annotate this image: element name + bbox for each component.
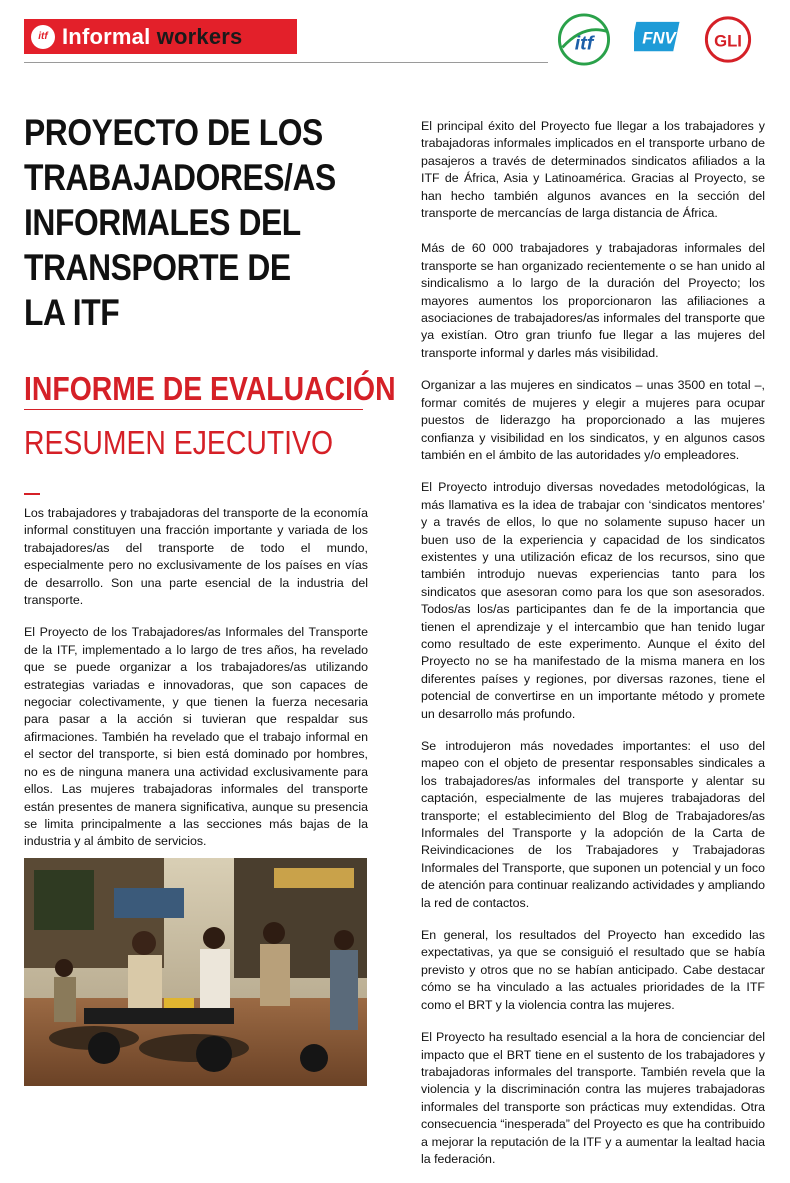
body-paragraph: En general, los resultados del Proyecto han excedido las expectativas, ya que se consiguió el resultado que se había previsto y otros que no se habían anticipado. Cabe destacar cómo se ha vinculado a las actuales prioridades de la ITF como el BRT y la violencia contra las mujeres.	[421, 928, 765, 1012]
left-column	[24, 505, 368, 866]
page-title: PROYECTO DE LOS TRABAJADORES/AS INFORMALES DEL TRANSPORTE DE LA ITF	[24, 112, 336, 333]
fnv-partner-logo-text: FNV	[642, 28, 676, 48]
body-paragraph: El principal éxito del Proyecto fue llegar a los trabajadores y trabajadoras informales implicados en el transporte urbano de pasajeros a través de determinados sindicatos afiliados a la ITF de África, Asia y Latinoamérica. Gracias al Proyecto, se han hecho también algunos avances en la sección del transporte de mercancías de larga distancia de África.	[421, 119, 765, 221]
body-paragraph: El Proyecto ha resultado esencial a la hora de concienciar del impacto que el BRT tiene en el sustento de los trabajadores y trabajadoras informales del transporte. También revela que la violencia y la discriminación contra las mujeres trabajadoras informales del transporte son prácticas muy extendidas. Otra consecuencia “inesperada” del Proyecto es que ha contribuido a mejorar la reputación de la ITF y a aumentar la lealtad hacia la federación.	[421, 1030, 765, 1166]
body-paragraph: El Proyecto introdujo diversas novedades metodológicas, la más llamativa es la idea de trabajar con ‘sindicatos mentores’ y a través de ellos, lo que no solamente supuso hacer un buen uso de la experiencia y capacidad de los sindicatos existentes y una utilización eficaz de los recursos, sino que también introdujo nuevas experiencias tanto para los sindicatos que asesoran como para los que son asesorados. Todos/as los/as participantes dan fe de la importancia que tienen el aprendizaje y el intercambio que han tenido lugar como resultado de este experimento. Aunque el éxito del Proyecto no se ha manifestado de la misma manera en los diferentes países y regiones, por diversas razones, tiene el potencial de convertirse en un importante método y promete un desarrollo más profundo.	[421, 480, 765, 721]
body-paragraph: El Proyecto de los Trabajadores/as Informales del Transporte de la ITF, implementado a lo largo de tres años, ha revelado que se puede organizar a los trabajadores/as utilizando estrategias variadas e innovadoras, que son capaces de negociar colectivamente, y que tienen la fuerza necesaria para pasar a la acción si tuvieran que respaldar sus afirmaciones. También ha revelado que el trabajo informal en el sector del transporte, si bien está dominado por hombres, no es de ninguna manera una actividad exclusivamente para ellos. Las mujeres trabajadoras informales del transporte están presentes de manera significativa, aunque su presencia se limita principalmente a las secciones más bajas de la industria y al ámbito de servicios.	[24, 625, 368, 849]
body-paragraph: Más de 60 000 trabajadores y trabajadoras informales del transporte se han organizado recientemente o se han unido al sindicalismo a lo largo de la duración del Proyecto; los mayores aumentos los proporcionaron las afiliaciones a asociaciones de trabajadores/as informales del transporte que ya existían. Otro gran triunfo fue llegar a las mujeres del transporte informal y darles más visibilidad.	[421, 241, 765, 360]
gli-partner-logo	[704, 12, 752, 67]
itf-partner-logo	[556, 12, 612, 67]
motorcycle-taxi-photo	[24, 858, 367, 1086]
right-column	[421, 118, 765, 1183]
body-paragraph: Se introdujeron más novedades importantes: el uso del mapeo con el objeto de presentar responsables sindicales a los trabajadores/as informales del transporte y alentar su captación, especialmente de las mujeres trabajadoras del transporte; el establecimiento del Blog de Trabajadores/as Informales del Transporte y la adopción de la Carta de Reivindicaciones de los Trabajadores y Trabajadoras Informales del Transporte, que suponen un potencial y un foco de atención para continuar realizando actividades y ampliando la red de contactos.	[421, 739, 765, 910]
report-title: INFORME DE EVALUACIÓN	[24, 370, 396, 407]
accent-dash	[24, 493, 40, 495]
body-paragraph: Los trabajadores y trabajadoras del transporte de la economía informal constituyen una fracción importante y variada de los trabajadores/as del transporte de todo el mundo, especialmente pero no exclusivamente de los países en vías de desarrollo. Son una parte esencial de la industria del transporte.	[24, 506, 368, 608]
header-bar	[24, 19, 297, 54]
header-title-word-1: Informal	[62, 23, 151, 49]
report-subtitle: RESUMEN EJECUTIVO	[24, 424, 334, 461]
gli-partner-logo-text: GLI	[714, 31, 742, 51]
header-title-word-2: workers	[156, 23, 243, 49]
fnv-partner-logo	[634, 12, 684, 67]
itf-logo-icon: itf	[31, 25, 55, 49]
report-title-underline	[24, 409, 363, 410]
header-divider	[24, 62, 548, 63]
body-paragraph: Organizar a las mujeres en sindicatos – unas 3500 en total –, formar comités de mujeres y elegir a mujeres para ocupar puestos de liderazgo ha proporcionado a las mujeres confianza y visibilidad en los sindicatos, y en algunos casos también en el ámbito de las autoridades y/o empleadores.	[421, 378, 765, 462]
itf-partner-logo-text: itf	[574, 32, 594, 55]
header-title	[62, 24, 242, 50]
